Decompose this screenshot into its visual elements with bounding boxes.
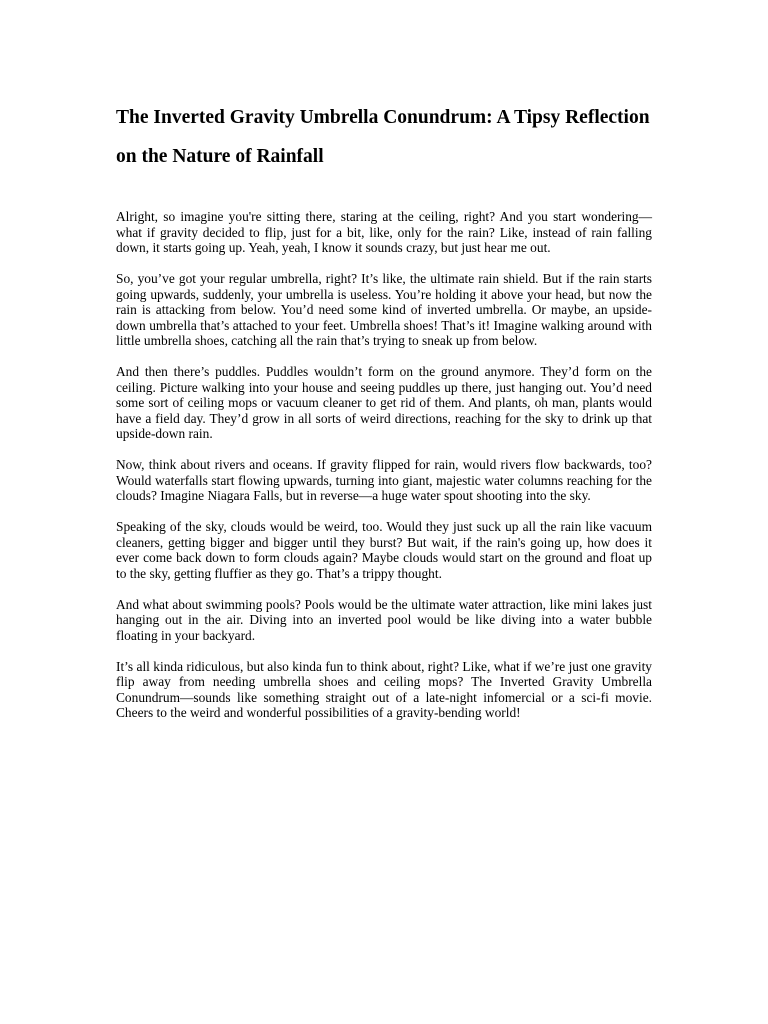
document-body: [116, 209, 652, 736]
paragraph-4: Now, think about rivers and oceans. If gravity flipped for rain, would rivers flow backwards, too? Would waterfalls start flowing upwards, turning into giant, majestic water columns reaching for the clouds? Imagine Niagara Falls, but in reverse—a huge water spout shooting into the sky.: [116, 457, 652, 503]
paragraph-2: So, you’ve got your regular umbrella, right? It’s like, the ultimate rain shield. But if the rain starts going upwards, suddenly, your umbrella is useless. You’re holding it above your head, but now the rain is attacking from below. You’d need some kind of inverted umbrella. Or maybe, an upside-down umbrella that’s attached to your feet. Umbrella shoes! That’s it! Imagine walking around with little umbrella shoes, catching all the rain that’s trying to sneak up from below.: [116, 271, 652, 348]
paragraph-3: And then there’s puddles. Puddles wouldn’t form on the ground anymore. They’d form on the ceiling. Picture walking into your house and seeing puddles up there, just hanging out. You’d need some sort of ceiling mops or vacuum cleaner to get rid of them. And plants, oh man, plants would have a field day. They’d grow in all sorts of weird directions, reaching for the sky to drink up that upside-down rain.: [116, 364, 652, 441]
paragraph-6: And what about swimming pools? Pools would be the ultimate water attraction, like mini lakes just hanging out in the air. Diving into an inverted pool would be like diving into a water bubble floating in your backyard.: [116, 596, 652, 643]
paragraph-1: Alright, so imagine you're sitting there, staring at the ceiling, right? And you start wondering—what if gravity decided to flip, just for a bit, like, only for the rain? Like, instead of rain falling down, it starts going up. Yeah, yeah, I know it sounds crazy, but just hear me out.: [116, 209, 652, 255]
paragraph-7: It’s all kinda ridiculous, but also kinda fun to think about, right? Like, what if we’re just one gravity flip away from needing umbrella shoes and ceiling mops? The Inverted Gravity Umbrella Conundrum—sounds like something straight out of a late-night infomercial or a sci-fi movie. Cheers to the weird and wonderful possibilities of a gravity-bending world!: [116, 658, 652, 720]
paragraph-5: Speaking of the sky, clouds would be weird, too. Would they just suck up all the rain like vacuum cleaners, getting bigger and bigger until they burst? But wait, if the rain's going up, how does it ever come back down to form clouds again? Maybe clouds would start on the ground and float up to the sky, getting fluffier as they go. That’s a trippy thought.: [116, 519, 652, 581]
document-title: The Inverted Gravity Umbrella Conundrum: A Tipsy Reflection on the Nature of Rainfall: [116, 107, 650, 167]
